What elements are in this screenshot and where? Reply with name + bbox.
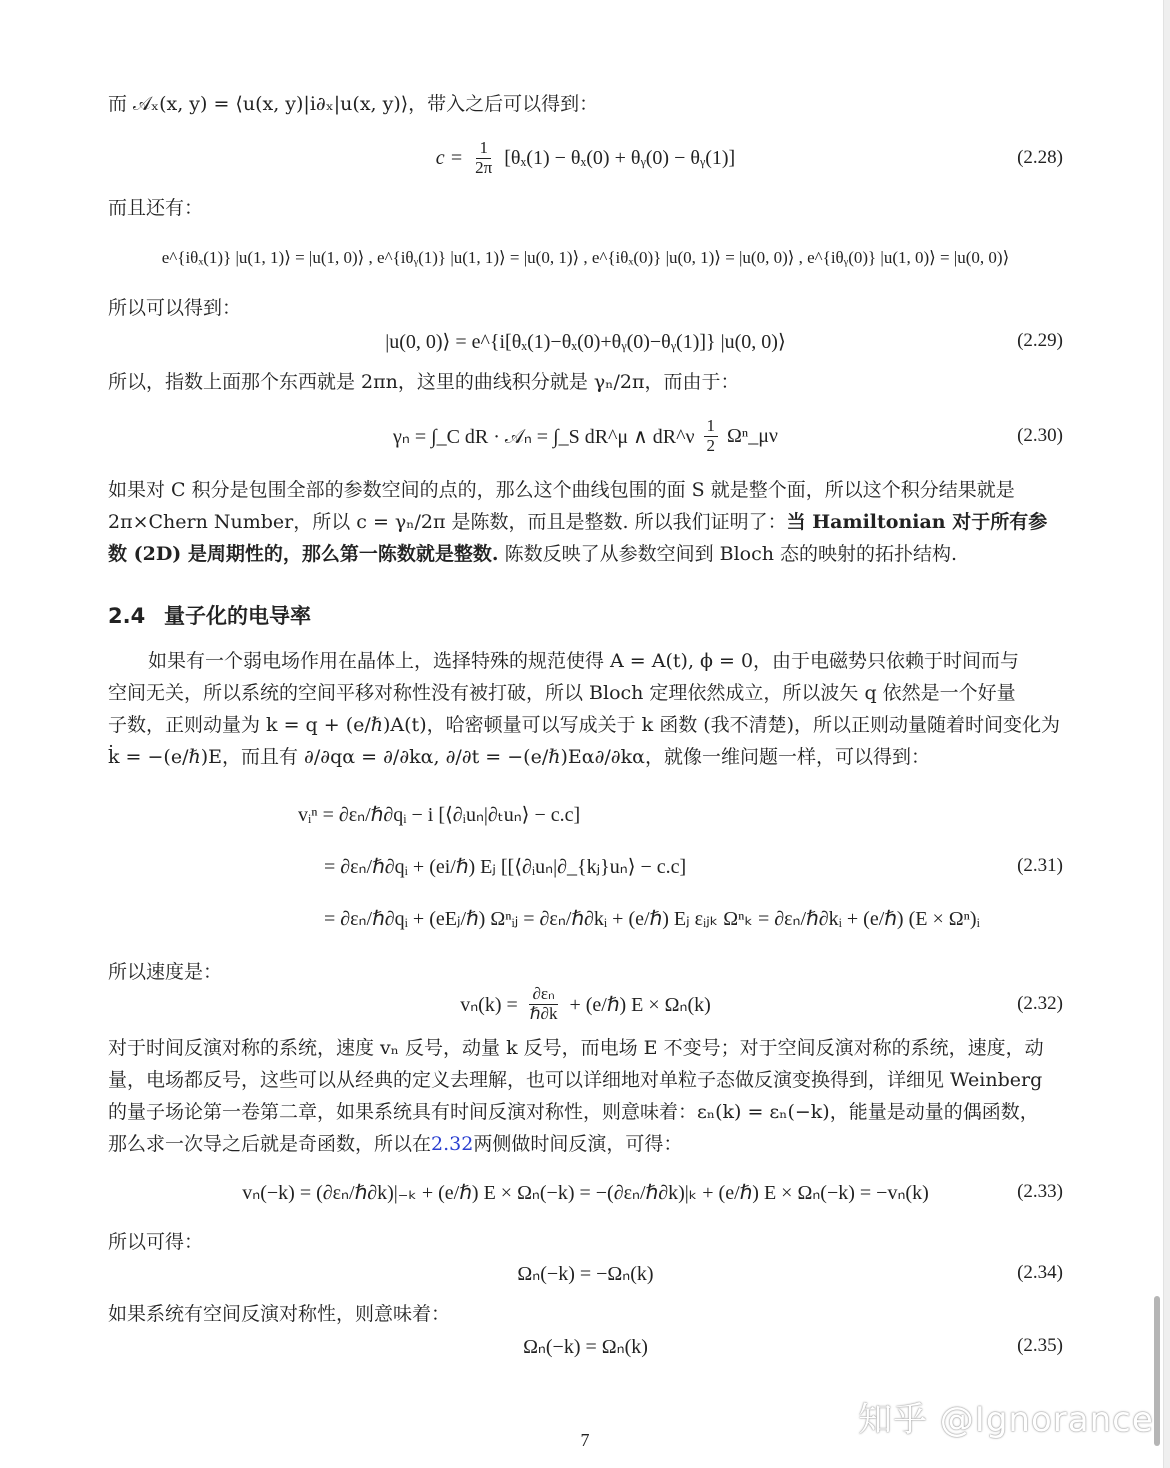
equation-body: e^{iθₓ(1)} |u(1, 1)⟩ = |u(1, 0)⟩ , e^{iθᵧ(1)} |u(1, 1)⟩ = |u(0, 1)⟩ , e^{iθₓ(0)} |u(0, 1)⟩ = |u(0, 0)⟩ , e^{iθᵧ(0)} |u(1, 0)⟩ = |u(0, 0)⟩ [161,248,1010,267]
text-line [108,506,1063,538]
equation-2-30 [108,412,1063,460]
equation-number: (2.31) [1017,855,1063,876]
text-line: 而 𝒜ₓ(x, y) = ⟨u(x, y)|i∂ₓ|u(x, y)⟩，带入之后可以得到： [108,93,599,115]
scrollbar-thumb[interactable] [1154,1296,1160,1446]
bold-statement: 数 (2D) 是周期性的，那么第一陈数就是整数. [108,543,499,565]
equation-lhs: c = [435,146,464,169]
text-line: 而且还有： [108,197,204,219]
fraction-numerator: ∂εₙ [529,985,557,1005]
text-line: 所以可得： [108,1231,204,1253]
fraction-denominator: ℏ∂k [529,1003,558,1023]
text-line: 对于时间反演对称的系统，速度 vₙ 反号，动量 k 反号，而电场 E 不变号；对于空间反演对称的系统，速度，动 [108,1037,1044,1059]
equation-2-33 [108,1168,1063,1216]
text-span: 那么求一次导之后就是奇函数，所以在 [108,1133,432,1155]
equation-rhs: Ωⁿ_μν [727,424,778,447]
fraction-numerator: 1 [476,139,491,159]
equation-number: (2.35) [1017,1335,1063,1356]
equation-number: (2.30) [1017,425,1063,446]
text-line: 如果系统有空间反演对称性，则意味着： [108,1303,451,1325]
equation-lhs: γₙ = ∫_C dR · 𝒜ₙ = ∫_S dR^μ ∧ dR^ν [393,425,695,448]
equation-rhs: [θₓ(1) − θₓ(0) + θᵧ(0) − θᵧ(1)] [504,146,736,169]
equation-2-28 [108,134,1063,182]
equation-2-29 [108,317,1063,365]
text-span: 2π×Chern Number，所以 c = γₙ/2π 是陈数，而且是整数. 所以我们证明了： [108,511,787,533]
equation-number: (2.29) [1017,330,1063,351]
text-line: 如果对 C 积分是包围全部的参数空间的点的，那么这个曲线包围的面 S 就是整个面，所以这个积分结果就是 [108,479,1015,501]
page-edge [1163,0,1170,1468]
fraction [527,985,561,1023]
bold-statement: 当 Hamiltonian 对于所有参 [786,511,1048,533]
equation-number: (2.33) [1017,1181,1063,1202]
equation-rhs: + (e/ℏ) E × Ωₙ(k) [569,993,711,1016]
equation-body: Ωₙ(−k) = −Ωₙ(k) [517,1262,654,1285]
page-number: 7 [580,1430,590,1450]
equation-2-35 [108,1322,1063,1370]
equation-unlabeled [108,234,1063,282]
equation-row: = ∂εₙ/ℏ∂qᵢ + (eEⱼ/ℏ) Ωⁿᵢⱼ = ∂εₙ/ℏ∂kᵢ + (e/ℏ) Eⱼ εᵢⱼₖ Ωⁿₖ = ∂εₙ/ℏ∂kᵢ + (e/ℏ) (E × Ωⁿ)ᵢ [324,907,980,930]
equation-body: |u(0, 0)⟩ = e^{i[θₓ(1)−θₓ(0)+θᵧ(0)−θᵧ(1)]} |u(0, 0)⟩ [385,330,786,353]
equation-2-32 [108,980,1063,1028]
text-line: 量，电场都反号，这些可以从经典的定义去理解，也可以详细地对单粒子态做反演变换得到，详细见 Weinberg [108,1069,1043,1091]
equation-body: Ωₙ(−k) = Ωₙ(k) [523,1335,648,1358]
equation-row: vᵢⁿ = ∂εₙ/ℏ∂qᵢ − i [⟨∂ᵢuₙ|∂ₜuₙ⟩ − c.c] [298,803,581,826]
text-span: 两侧做时间反演，可得： [473,1133,683,1155]
text-line [108,538,1063,570]
text-span: 陈数反映了从参数空间到 Bloch 态的映射的拓扑结构. [498,543,958,565]
equation-body: vₙ(−k) = (∂εₙ/ℏ∂k)|₋ₖ + (e/ℏ) E × Ωₙ(−k) = −(∂εₙ/ℏ∂k)|ₖ + (e/ℏ) E × Ωₙ(−k) = −vₙ(k) [242,1181,929,1204]
text-line: k̇ = −(e/ℏ)E，而且有 ∂/∂qα = ∂/∂kα, ∂/∂t = −(e/ℏ)Eα∂/∂kα，就像一维问题一样，可以得到： [108,746,930,768]
fraction-numerator: 1 [704,417,719,437]
text-line: 子数，正则动量为 k = q + (e/ℏ)A(t)，哈密顿量可以写成关于 k 函数 (我不清楚)，所以正则动量随着时间变化为 [108,714,1061,736]
text-line: 的量子场论第一卷第二章，如果系统具有时间反演对称性，则意味着：εₙ(k) = εₙ(−k)，能量是动量的偶函数， [108,1101,1039,1123]
watermark: 知乎 @Ignorance [858,1400,1154,1440]
equation-number: (2.32) [1017,993,1063,1014]
equation-lhs: vₙ(k) = [460,993,518,1016]
section-title: 量子化的电导率 [164,604,311,628]
section-number: 2.4 [108,604,146,628]
section-heading [108,600,311,630]
equation-number: (2.28) [1017,147,1063,168]
text-line: 所以可以得到： [108,297,242,319]
equation-number: (2.34) [1017,1262,1063,1283]
equation-2-31 [298,790,1063,940]
text-line: 空间无关，所以系统的空间平移对称性没有被打破，所以 Bloch 定理依然成立，所以波矢 q 依然是一个好量 [108,682,1016,704]
equation-row: = ∂εₙ/ℏ∂qᵢ + (ei/ℏ) Eⱼ [[⟨∂ᵢuₙ|∂_{kⱼ}uₙ⟩ − c.c] [324,855,687,878]
text-line [108,1128,1063,1160]
fraction [472,139,495,177]
equation-2-34 [108,1249,1063,1297]
fraction-denominator: 2π [475,157,493,177]
text-line: 如果有一个弱电场作用在晶体上，选择特殊的规范使得 A = A(t), ϕ = 0，由于电磁势只依赖于时间而与 [148,650,1020,672]
text-line: 所以速度是： [108,961,223,983]
fraction-denominator: 2 [706,435,716,455]
equation-reference-link[interactable]: 2.32 [431,1133,474,1155]
fraction [704,417,719,455]
text-line: 所以，指数上面那个东西就是 2πn，这里的曲线积分就是 γₙ/2π，而由于： [108,371,740,393]
